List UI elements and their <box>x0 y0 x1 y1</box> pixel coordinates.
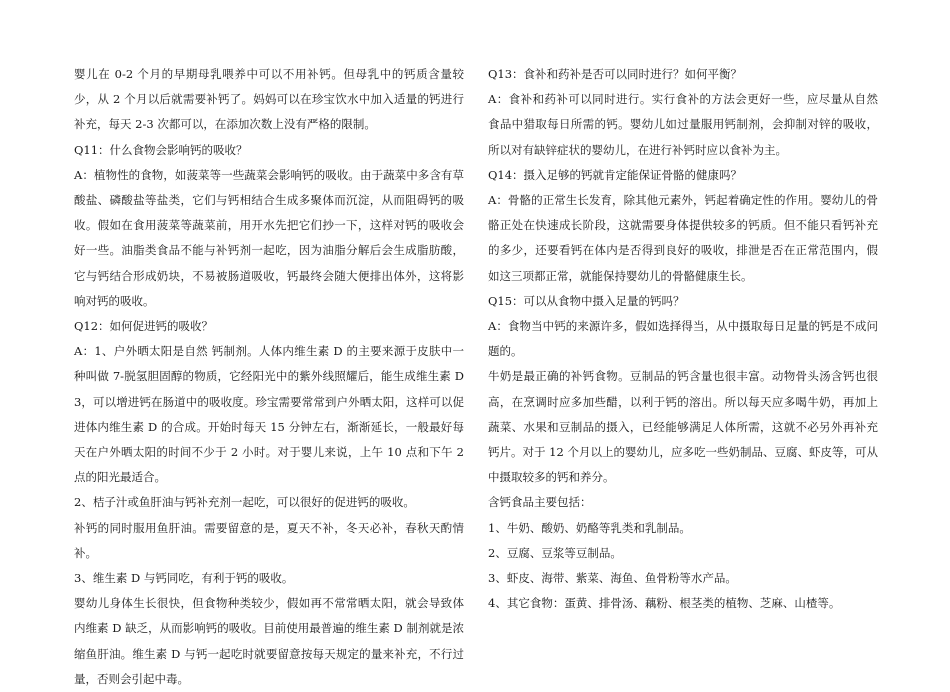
question-q13: Q13：食补和药补是否可以同时进行？如何平衡？ <box>488 67 743 81</box>
answer-q15: A：食物当中钙的来源许多，假如选择得当，从中摄取每日足量的钙是不成问题的。 <box>488 319 878 359</box>
right-column <box>488 62 878 616</box>
calcium-foods-item-2: 2、豆腐、豆浆等豆制品。 <box>488 545 622 560</box>
answer-q15-milk: 牛奶是最正确的补钙食物。豆制品的钙含量也很丰富。动物骨头汤含钙也很高，在烹调时应多加些醋，以利于钙的溶出。所以每天应多喝牛奶，再加上蔬菜、水果和豆制品的摄入，已经能够满足人体所需，这就不必另外再补充钙片。对于 12 个月以上的婴幼儿，应多吃一些奶制品、豆腐、虾皮等，可从中摄取较多的钙和养分。 <box>488 369 878 485</box>
calcium-foods-item-4: 4、其它食物：蛋黄、排骨汤、藕粉、根茎类的植物、芝麻、山楂等。 <box>488 596 841 611</box>
question-q14: Q14：摄入足够的钙就肯定能保证骨骼的健康吗？ <box>488 167 743 182</box>
calcium-foods-item-1: 1、牛奶、酸奶、奶酪等乳类和乳制品。 <box>488 520 691 535</box>
answer-q12-note: 补钙的同时服用鱼肝油。需要留意的是，夏天不补，冬天必补，春秋天酌情补。 <box>74 520 464 560</box>
answer-q12-detail: 婴幼儿身体生长很快，但食物种类较少，假如再不常常晒太阳，就会导致体内维素 D 缺乏，从而影响钙的吸收。目前使用最普遍的维生素 D 制剂就是浓缩鱼肝油。维生素 D 与钙一起吃时就要留意按每天规定的量来补充，不行过量，否则会引起中毒。 <box>74 596 464 686</box>
calcium-foods-heading: 含钙食品主要包括： <box>488 495 592 510</box>
question-q15: Q15：可以从食物中摄入足量的钙吗？ <box>488 293 685 308</box>
answer-q12-point-2: 2、桔子汁或鱼肝油与钙补充剂一起吃，可以很好的促进钙的吸收。 <box>74 495 415 510</box>
question-q12: Q12：如何促进钙的吸收？ <box>74 319 214 334</box>
question-q11: Q11：什么食物会影响钙的吸收？ <box>74 142 248 157</box>
answer-q14: A：骨骼的正常生长发育，除其他元素外，钙起着确定性的作用。婴幼儿的骨骼正处在快速成长阶段，这就需要身体提供较多的钙质。但不能只看钙补充的多少，还要看钙在体内是否得到良好的吸收，排泄是否在正常范围内，假如这三项都正常，就能保持婴幼儿的骨骼健康生长。 <box>488 193 878 283</box>
left-column <box>74 62 464 692</box>
answer-q12-point-1: A：1、户外晒太阳是自然 钙制剂。人体内维生素 D 的主要来源于皮肤中一种叫做 7-脱氢胆固醇的物质，它经阳光中的紫外线照耀后，能生成维生素 D3，可以增进钙在肠道中的吸收度。珍宝需要常常到户外晒太阳，这样可以促进体内维生素 D 的合成。开始时每天 15 分钟左右，渐渐延长，一般最好每天在户外晒太阳的时间不少于 2 小时。对于婴儿来说，上午 10 点和下午 2 点的阳光最适合。 <box>74 344 464 485</box>
calcium-foods-item-3: 3、虾皮、海带、紫菜、海鱼、鱼骨粉等水产品。 <box>488 571 737 586</box>
intro-paragraph: 婴儿在 0-2 个月的早期母乳喂养中可以不用补钙。但母乳中的钙质含量较少，从 2 个月以后就需要补钙了。妈妈可以在珍宝饮水中加入适量的钙进行补充，每天 2-3 次都可以，在添加次数上没有严格的限制。 <box>74 67 464 132</box>
answer-q12-point-3: 3、维生素 D 与钙同吃，有利于钙的吸收。 <box>74 571 294 586</box>
answer-q13: A：食补和药补可以同时进行。实行食补的方法会更好一些，应尽量从自然 食品中猎取每日所需的钙。婴幼儿如过量服用钙制剂，会抑制对锌的吸收，所以对有缺锌症状的婴幼儿，在进行补钙时应以食补为主。 <box>488 92 878 157</box>
answer-q11: A：植物性的食物，如菠菜等一些蔬菜会影响钙的吸收。由于蔬菜中多含有草酸盐、磷酸盐等盐类，它们与钙相结合生成多聚体而沉淀，从而阻碍钙的吸收。假如在食用菠菜等蔬菜前，用开水先把它们抄一下，这样对钙的吸收会好一些。油脂类食品不能与补钙剂一起吃，因为油脂分解后会生成脂肪酸，它与钙结合形成奶块，不易被肠道吸收，钙最终会随大便排出体外，这将影响对钙的吸收。 <box>74 167 464 308</box>
